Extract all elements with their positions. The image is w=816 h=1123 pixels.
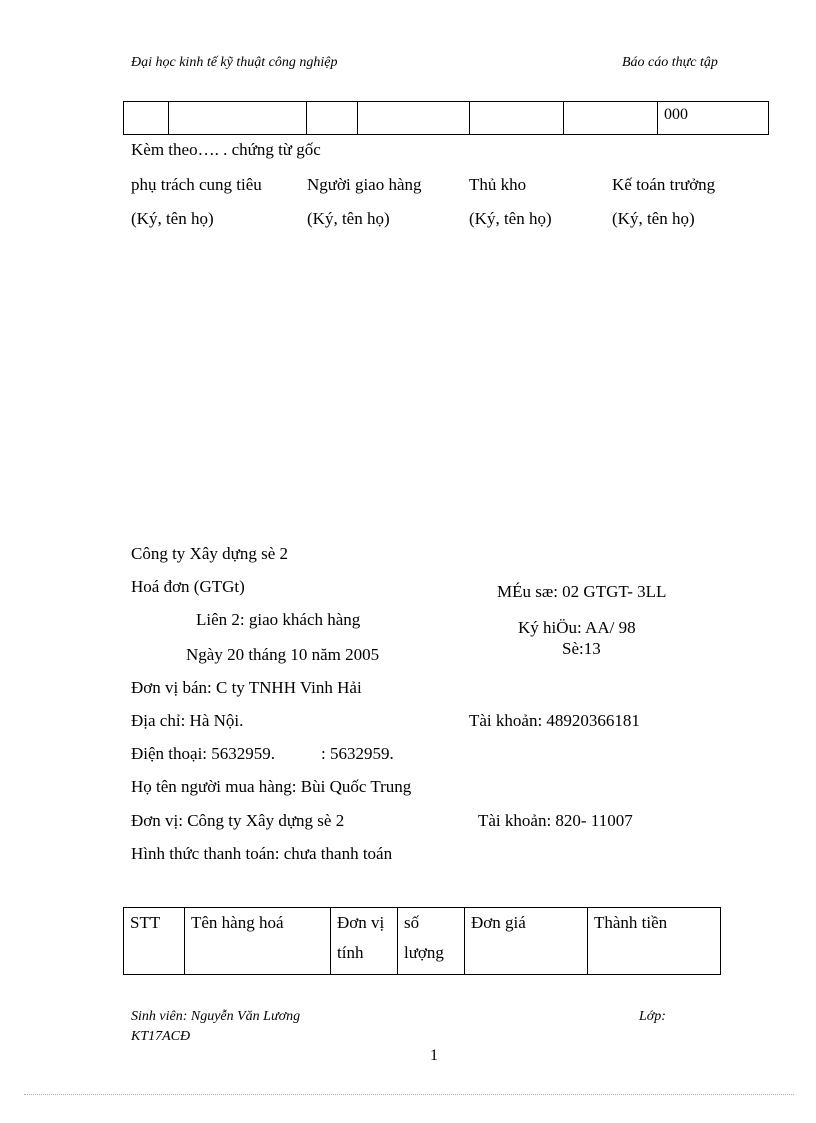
table-cell (124, 102, 169, 135)
invoice-number: Sè:13 (562, 639, 601, 658)
invoice-company: Công ty Xây dựng sè 2 (131, 544, 289, 563)
column-header (398, 908, 465, 975)
column-header-text: Đơn giá (471, 913, 526, 932)
table-cell (307, 102, 358, 135)
buyer-account: Tài khoản: 820- 11007 (478, 811, 633, 830)
signature-note: (Ký, tên họ) (469, 209, 552, 228)
header-left: Đại học kinh tế kỹ thuật công nghiệp (131, 55, 338, 70)
table-cell (358, 102, 470, 135)
table-cell (564, 102, 658, 135)
signature-note: (Ký, tên họ) (612, 209, 695, 228)
column-header (588, 908, 721, 975)
table-cell (169, 102, 307, 135)
signature-role: Kế toán trưởng (612, 175, 716, 194)
phone-line: Điện thoại: 5632959. (131, 744, 276, 763)
column-header (465, 908, 588, 975)
page-number: 1 (430, 1047, 438, 1064)
column-header-text: số (404, 913, 420, 932)
column-header-text: tính (337, 943, 364, 962)
signature-note: (Ký, tên họ) (307, 209, 390, 228)
address-line: Địa chỉ: Hà Nội. (131, 711, 244, 730)
invoice-copy: Liên 2: giao khách hàng (196, 610, 361, 629)
footer-student: Sinh viên: Nguyễn Văn Lương (131, 1009, 301, 1024)
attachment-line: Kèm theo…. . chứng từ gốc (131, 140, 321, 159)
buyer-line: Họ tên người mua hàng: Bùi Quốc Trung (131, 777, 412, 796)
table-cell-value: 000 (658, 102, 769, 135)
header-right: Báo cáo thực tập (622, 55, 718, 70)
fax-line: : 5632959. (321, 744, 394, 763)
column-header-text: STT (130, 913, 161, 932)
signature-role: phụ trách cung tiêu (131, 175, 262, 194)
column-header (124, 908, 185, 975)
invoice-form-no: MÉu sæ: 02 GTGT- 3LL (497, 582, 667, 601)
signature-role: Thủ kho (469, 175, 527, 194)
column-header-text: lượng (404, 943, 444, 962)
seller-line: Đơn vị bán: C ty TNHH Vinh Hải (131, 678, 362, 697)
footer-class-value: KT17ACĐ (131, 1029, 191, 1044)
column-header-text: Thành tiền (594, 913, 668, 932)
buyer-unit: Đơn vị: Công ty Xây dựng sè 2 (131, 811, 345, 830)
table-cell (470, 102, 564, 135)
column-header-text: Đơn vị (337, 913, 385, 932)
page-bottom-divider (24, 1094, 794, 1095)
items-table (123, 907, 721, 975)
payment-line: Hình thức thanh toán: chưa thanh toán (131, 844, 393, 863)
column-header (185, 908, 331, 975)
invoice-date: Ngày 20 tháng 10 năm 2005 (186, 645, 380, 664)
footer-class-label: Lớp: (639, 1009, 666, 1024)
top-table (123, 101, 769, 135)
signature-note: (Ký, tên họ) (131, 209, 214, 228)
invoice-symbol: Ký hiÖu: AA/ 98 (518, 618, 636, 637)
invoice-title: Hoá đơn (GTGt) (131, 577, 245, 596)
seller-account: Tài khoản: 48920366181 (469, 711, 640, 730)
column-header-text: Tên hàng hoá (191, 913, 284, 932)
column-header (331, 908, 398, 975)
signature-role: Người giao hàng (307, 175, 422, 194)
